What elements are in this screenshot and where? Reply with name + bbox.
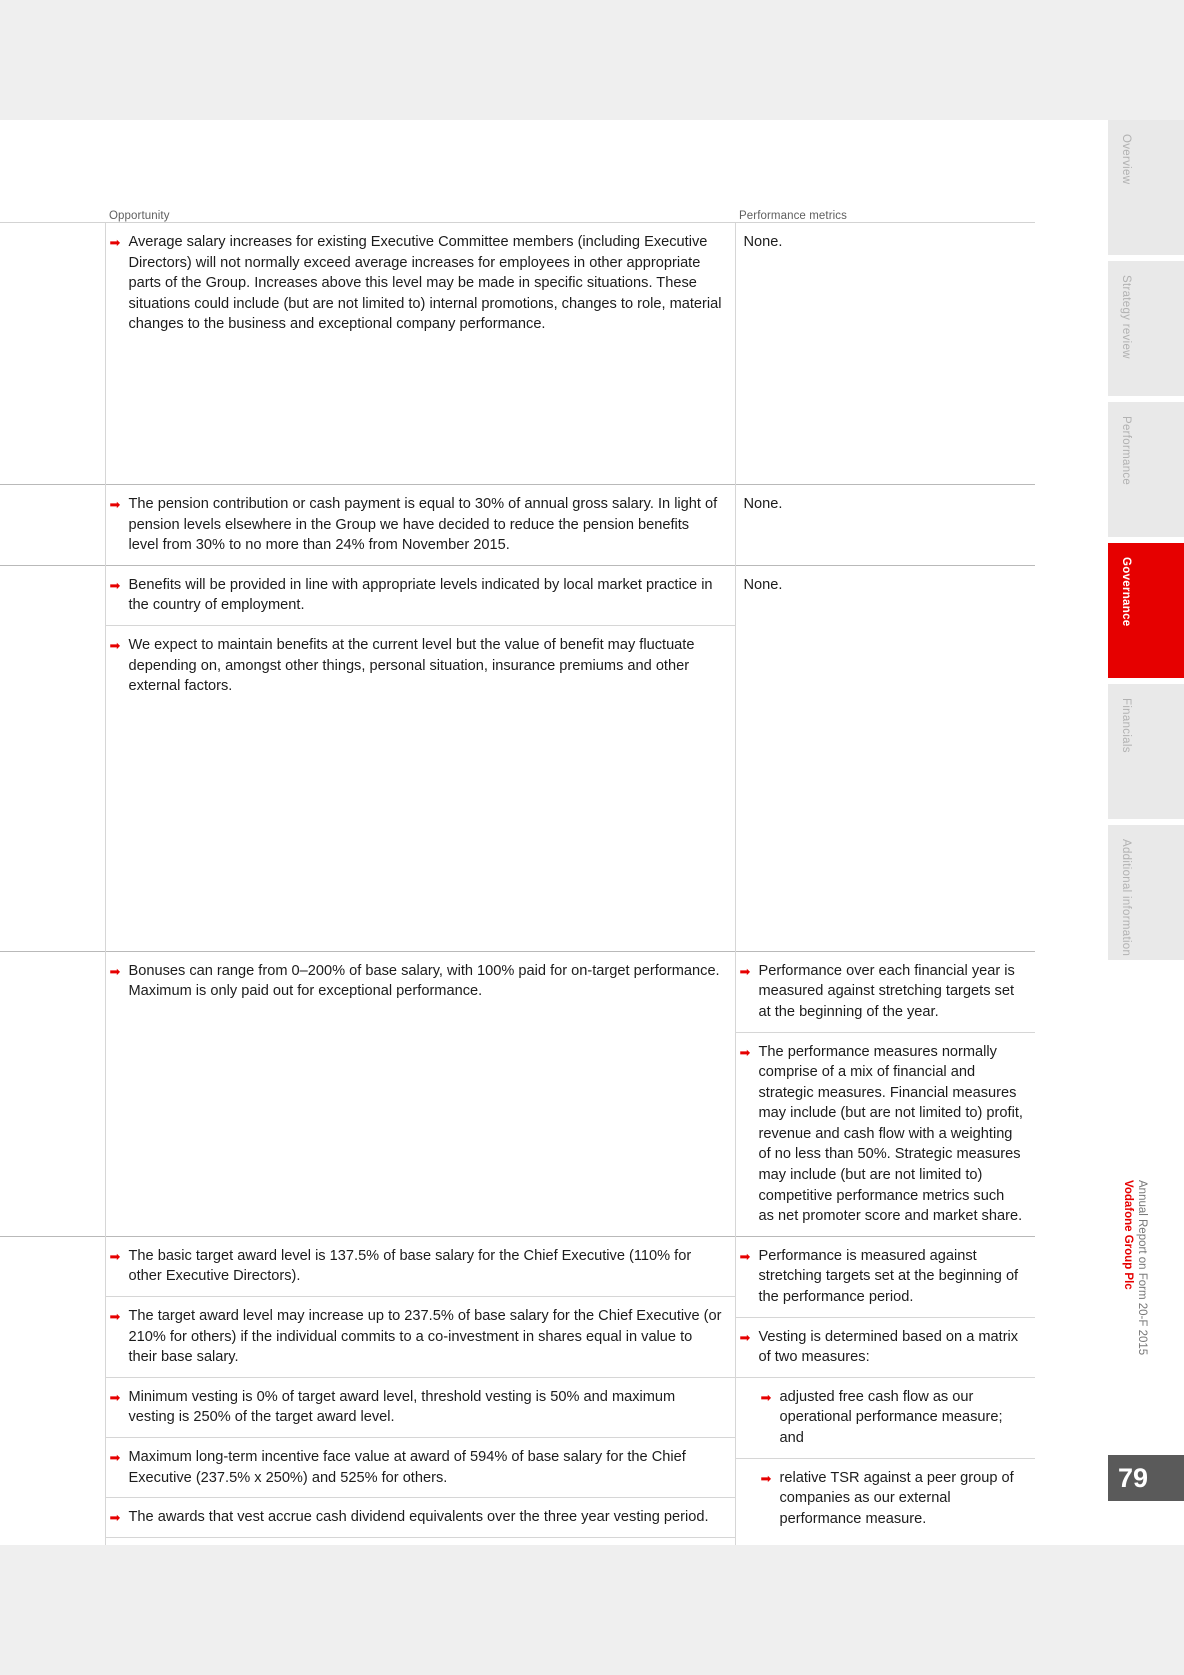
performance-cell (735, 223, 1035, 485)
brand-name: Vodafone Group Plc (1122, 1180, 1134, 1290)
section-tab-overview[interactable] (1108, 120, 1184, 255)
performance-cell (735, 565, 1035, 951)
list-item (106, 626, 735, 706)
section-tab-additional-information[interactable] (1108, 825, 1184, 960)
performance-list (736, 952, 1036, 1236)
opportunity-cell (105, 951, 735, 1236)
performance-cell (735, 951, 1035, 1236)
section-tab-strategy-review[interactable] (1108, 261, 1184, 396)
list-item (106, 1297, 735, 1378)
opportunity-cell (105, 223, 735, 485)
performance-plain-text: None. (743, 234, 783, 250)
arrow-icon: ➡ (109, 963, 121, 979)
section-tab-financials[interactable] (1108, 684, 1184, 819)
list-item-text: Maximum long-term incentive face value at award of 594% of base salary for the Chief Executive (237.5% x 250%) and 525% for others. (128, 1449, 686, 1486)
list-item (736, 952, 1036, 1033)
arrow-icon: ➡ (109, 1450, 121, 1465)
opportunity-list (106, 223, 735, 344)
column-header-opportunity: Opportunity (105, 210, 735, 223)
section-tab-label: Overview (1120, 134, 1132, 185)
list-item-text: adjusted free cash flow as our operational performance measure; and (779, 1388, 1003, 1446)
list-item-text: relative TSR against a peer group of companies as our external performance measure. (779, 1469, 1014, 1527)
list-item-text: Benefits will be provided in line with appropriate levels indicated by local market practice in the country of employment. (128, 576, 713, 614)
report-name: Annual Report on Form 20-F 2015 (1136, 1180, 1148, 1356)
list-item (106, 1237, 735, 1297)
table-row (0, 223, 1035, 485)
list-item (736, 1237, 1036, 1318)
list-item-text: Performance is measured against stretching targets set at the beginning of the performance period. (758, 1247, 1019, 1306)
opportunity-list (106, 566, 735, 706)
section-tab-label: Additional information (1120, 839, 1132, 957)
arrow-icon: ➡ (109, 1510, 121, 1526)
list-item (106, 952, 735, 1011)
row-label-cell (0, 951, 105, 1236)
opportunity-list (106, 485, 735, 565)
list-item-text: Average salary increases for existing Executive Committee members (including Executive Directors) will not normally exceed average increases for employees in other appropriate parts of the Group. Increases above this level may be made in specific situations. These situations could include (but are not limited to) internal promotions, changes to role, material changes to the business and exceptional company performance. (128, 234, 722, 333)
spacer (106, 706, 735, 951)
vertical-title-text (1122, 1180, 1148, 1356)
remuneration-policy-table (0, 210, 1035, 1638)
list-item-text: The basic target award level is 137.5% of base salary for the Chief Executive (110% for other Executive Directors). (128, 1247, 692, 1285)
column-header-performance-metrics: Performance metrics (735, 210, 1035, 223)
arrow-icon: ➡ (760, 1389, 772, 1405)
arrow-icon: ➡ (109, 1248, 121, 1264)
page-number: 79 (1108, 1455, 1184, 1501)
list-item-text: The performance measures normally comprise of a mix of financial and strategic measures. Financial measures may include (but are not limited to) profit, revenue and cash flow with a weighting of no less than 50%. Strategic measures may include (but are not limited to) competitive performance metrics such as net promoter score and market share. (758, 1043, 1023, 1225)
arrow-icon: ➡ (739, 1248, 751, 1264)
arrow-icon: ➡ (109, 637, 121, 653)
arrow-icon: ➡ (739, 1329, 751, 1345)
list-item-text: The awards that vest accrue cash dividend equivalents over the three year vesting period. (128, 1509, 709, 1526)
list-item-text: Minimum vesting is 0% of target award level, threshold vesting is 50% and maximum vesting is 250% of the target award level. (128, 1388, 676, 1426)
list-item (106, 1498, 735, 1538)
list-item (736, 1459, 1036, 1539)
performance-list (736, 1237, 1036, 1539)
list-item (106, 566, 735, 626)
page-content (0, 210, 1035, 1638)
arrow-icon: ➡ (109, 496, 121, 512)
section-tab-performance[interactable] (1108, 402, 1184, 537)
table-row (0, 565, 1035, 951)
list-item (106, 485, 735, 565)
list-item (736, 1378, 1036, 1459)
row-label-cell (0, 223, 105, 485)
performance-plain-text: None. (743, 576, 783, 593)
section-tab-label: Strategy review (1120, 275, 1132, 359)
list-item (106, 1438, 735, 1498)
arrow-icon: ➡ (109, 235, 121, 250)
performance-cell (735, 484, 1035, 565)
spacer (106, 1011, 735, 1181)
opportunity-list (106, 952, 735, 1011)
table-row (0, 484, 1035, 565)
section-tab-governance[interactable] (1108, 543, 1184, 678)
list-item (106, 1378, 735, 1438)
arrow-icon: ➡ (109, 1309, 121, 1325)
section-tab-rail (1108, 120, 1184, 966)
arrow-icon: ➡ (739, 1044, 751, 1060)
section-tab-label: Performance (1120, 416, 1132, 486)
list-item-text: The target award level may increase up to 237.5% of base salary for the Chief Executive (or 210% for others) if the individual commits to a co-investment in shares equal in value to their base salary. (128, 1308, 722, 1366)
row-label-cell (0, 565, 105, 951)
table-header-row (0, 210, 1035, 223)
document-vertical-title (1108, 1180, 1184, 1420)
list-item-text: Performance over each financial year is measured against stretching targets set at the beginning of the year. (758, 962, 1015, 1020)
list-item-text: We expect to maintain benefits at the current level but the value of benefit may fluctuate depending on, amongst other things, personal situation, insurance premiums and other external factors. (128, 636, 695, 695)
list-item (736, 1033, 1036, 1236)
table-row (0, 951, 1035, 1236)
performance-plain-text: None. (743, 495, 783, 512)
top-margin (0, 0, 1184, 120)
arrow-icon: ➡ (109, 1389, 121, 1405)
spacer (106, 344, 735, 484)
section-tab-label: Financials (1120, 698, 1132, 753)
list-item (736, 1318, 1036, 1378)
list-item (106, 223, 735, 344)
arrow-icon: ➡ (739, 963, 751, 979)
section-tab-label: Governance (1120, 557, 1132, 627)
list-item-text: The pension contribution or cash payment is equal to 30% of annual gross salary. In light of pension levels elsewhere in the Group we have decided to reduce the pension benefits level from 30% to no more than 24% from November 2015. (128, 495, 718, 554)
row-label-cell (0, 484, 105, 565)
arrow-icon: ➡ (760, 1470, 772, 1486)
opportunity-cell (105, 484, 735, 565)
list-item-text: Vesting is determined based on a matrix of two measures: (758, 1328, 1019, 1366)
arrow-icon: ➡ (109, 577, 121, 593)
bottom-margin (0, 1545, 1184, 1675)
opportunity-cell (105, 565, 735, 951)
list-item-text: Bonuses can range from 0–200% of base salary, with 100% paid for on-target performance. Maximum is only paid out for exceptional performance. (128, 962, 720, 1000)
